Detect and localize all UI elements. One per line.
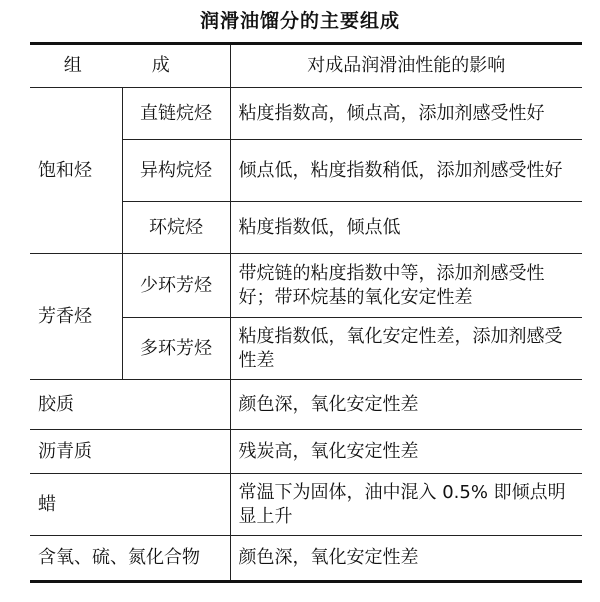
effect-cell: 颜色深，氧化安定性差 <box>230 380 582 430</box>
effect-cell: 常温下为固体，油中混入 0.5% 即倾点明显上升 <box>230 474 582 536</box>
effect-cell: 粘度指数高，倾点高，添加剂感受性好 <box>230 88 582 140</box>
table-title: 润滑油馏分的主要组成 <box>199 10 400 32</box>
group-aromatic: 芳香烃 <box>30 254 122 380</box>
table-row <box>30 474 582 536</box>
table-row <box>30 380 582 430</box>
group-saturated: 饱和烃 <box>30 88 122 254</box>
sub-component: 环烷烃 <box>122 202 230 254</box>
composition-table <box>30 42 582 583</box>
component-name: 含氧、硫、氮化合物 <box>30 536 230 582</box>
effect-cell: 粘度指数低，氧化安定性差，添加剂感受性差 <box>230 318 582 380</box>
header-effect: 对成品润滑油性能的影响 <box>230 44 582 88</box>
table-row <box>30 430 582 474</box>
component-name: 胶质 <box>30 380 230 430</box>
component-name: 沥青质 <box>30 430 230 474</box>
table-row <box>30 536 582 582</box>
table-row <box>30 254 582 318</box>
effect-cell: 带烷链的粘度指数中等，添加剂感受性好；带环烷基的氧化安定性差 <box>230 254 582 318</box>
table-row <box>30 88 582 140</box>
effect-cell: 残炭高，氧化安定性差 <box>230 430 582 474</box>
component-name: 蜡 <box>30 474 230 536</box>
header-composition: 组 成 <box>30 44 230 88</box>
sub-component: 少环芳烃 <box>122 254 230 318</box>
effect-cell: 粘度指数低，倾点低 <box>230 202 582 254</box>
sub-component: 直链烷烃 <box>122 88 230 140</box>
sub-component: 多环芳烃 <box>122 318 230 380</box>
sub-component: 异构烷烃 <box>122 140 230 202</box>
effect-cell: 倾点低，粘度指数稍低，添加剂感受性好 <box>230 140 582 202</box>
header-row <box>30 44 582 88</box>
effect-cell: 颜色深，氧化安定性差 <box>230 536 582 582</box>
